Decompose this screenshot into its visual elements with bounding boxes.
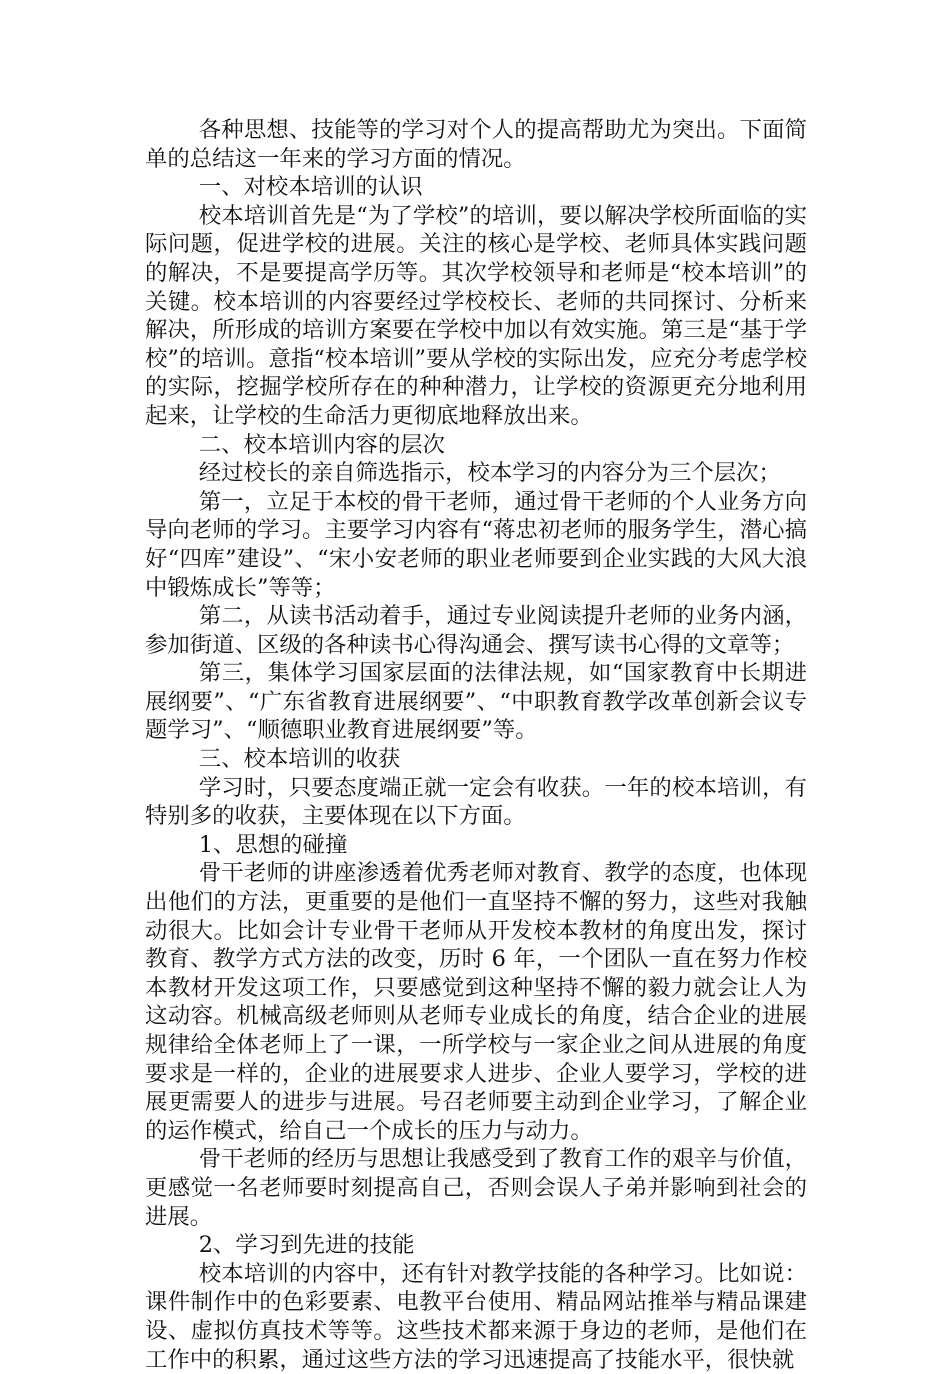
heading-subsection-1: 1、思想的碰撞 [198,831,348,858]
heading-section-3: 三、校本培训的收获 [198,746,401,773]
paragraph-understanding: 校本培训首先是“为了学校”的培训，要以解决学校所面临的实际问题，促进学校的进展。关注的核心是学校、老师具体实践问题的解决，不是要提高学历等。其次学校领导和老师是“校本培训”的关键。校本培训的内容要经过学校校长、老师的共同探讨、分析来解决，所形成的培训方案要在学校中加以有效实施。第三是“基于学校”的培训。意指“校本培训”要从学校的实际出发，应充分考虑学校的实际，挖掘学校所存在的种种潜力，让学校的资源更充分地利用起来，让学校的生命活力更彻底地释放出来。 [145,202,807,429]
paragraph-level-3: 第三，集体学习国家层面的法律法规，如“国家教育中长期进展纲要”、“广东省教育进展纲要”、“中职教育教学改革创新会议专题学习”、“顺德职业教育进展纲要”等。 [145,660,807,744]
paragraph-thought-collision: 骨干老师的讲座渗透着优秀老师对教育、教学的态度，也体现出他们的方法，更重要的是他们一直坚持不懈的努力，这些对我触动很大。比如会计专业骨干老师从开发校本教材的角度出发，探讨教育、教学方式方法的改变，历时 6 年，一个团队一直在努力作校本教材开发这项工作，只要感觉到这种坚持不懈的毅力就会让人为这动容。机械高级老师则从老师专业成长的角度，结合企业的进展规律给全体老师上了一课，一所学校与一家企业之间从进展的角度要求是一样的，企业的进展要求人进步、企业人要学习，学校的进展更需要人的进步与进展。号召老师要主动到企业学习，了解企业的运作模式，给自己一个成长的压力与动力。 [145,860,807,1144]
paragraph-gains-intro: 学习时，只要态度端正就一定会有收获。一年的校本培训，有特别多的收获，主要体现在以下方面。 [145,774,807,830]
paragraph-reflection: 骨干老师的经历与思想让我感受到了教育工作的艰辛与价值，更感觉一名老师要时刻提高自己，否则会误人子弟并影响到社会的进展。 [145,1146,807,1230]
paragraph-level-1: 第一，立足于本校的骨干老师，通过骨干老师的个人业务方向导向老师的学习。主要学习内容有“蒋忠初老师的服务学生，潜心搞好“四库”建设”、“宋小安老师的职业老师要到企业实践的大风大浪中锻炼成长”等等； [145,488,807,601]
document-body [145,116,807,1374]
paragraph-intro: 各种思想、技能等的学习对个人的提高帮助尤为突出。下面简单的总结这一年来的学习方面的情况。 [145,117,807,172]
heading-section-1: 一、对校本培训的认识 [198,174,423,201]
heading-section-2: 二、校本培训内容的层次 [198,431,446,458]
paragraph-level-2: 第二，从读书活动着手，通过专业阅读提升老师的业务内涵，参加街道、区级的各种读书心得沟通会、撰写读书心得的文章等； [145,603,807,658]
paragraph-skills: 校本培训的内容中，还有针对教学技能的各种学习。比如说：课件制作中的色彩要素、电教平台使用、精品网站推举与精品课建设、虚拟仿真技术等等。这些技术都来源于身边的老师，是他们在工作中的积累，通过这些方法的学习迅速提高了技能水平，很快就 [145,1260,807,1373]
paragraph-levels-intro: 经过校长的亲自筛选指示，校本学习的内容分为三个层次； [198,460,781,487]
heading-subsection-2: 2、学习到先进的技能 [198,1232,415,1259]
